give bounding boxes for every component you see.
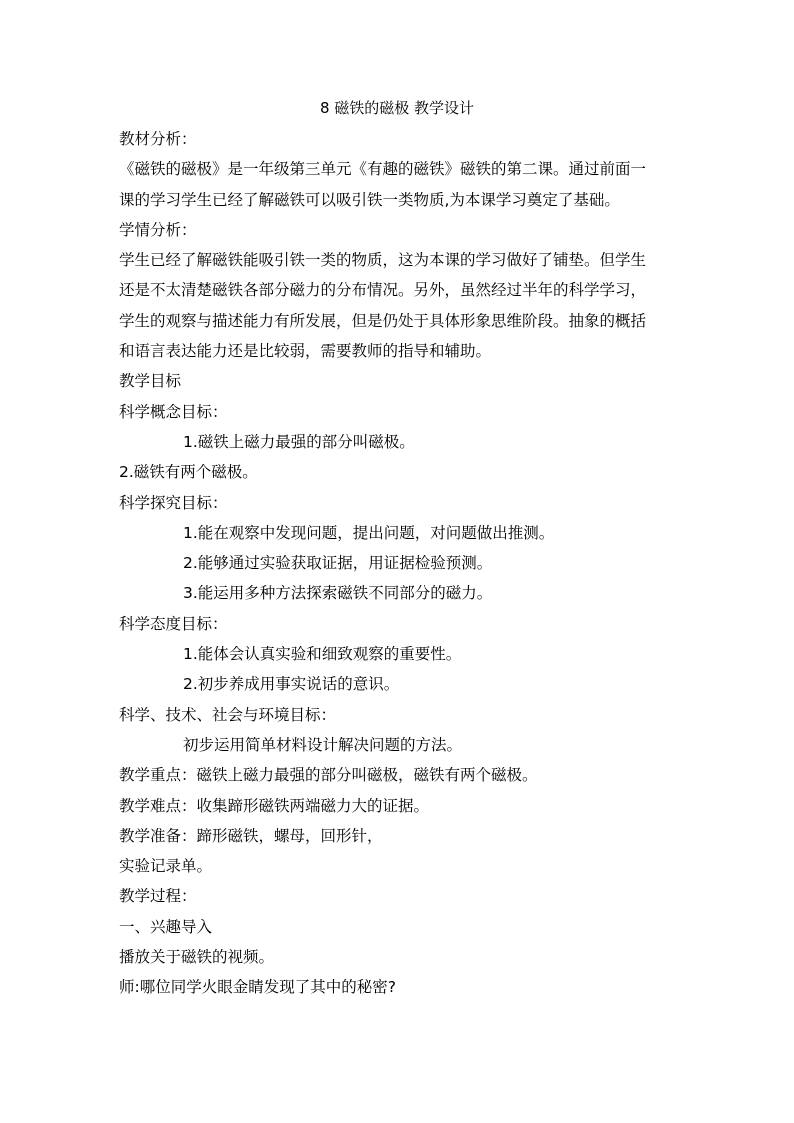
document-body (119, 124, 679, 1003)
text-line: 教学准备：蹄形磁铁，螺母，回形针， (119, 826, 383, 845)
text-line: 科学态度目标： (119, 614, 228, 633)
text-line: 1.磁铁上磁力最强的部分叫磁极。 (183, 432, 415, 451)
text-line: 2.初步养成用事实说话的意识。 (183, 675, 400, 694)
text-line: 师:哪位同学火眼金睛发现了其中的秘密? (119, 978, 396, 997)
text-line: 学生的观察与描述能力有所发展，但是仍处于具体形象思维阶段。抽象的概括 (119, 311, 647, 330)
document-title: 8 磁铁的磁极 教学设计 (319, 99, 475, 117)
text-line: 教学难点：收集蹄形磁铁两端磁力大的证据。 (119, 796, 430, 815)
text-line: 《磁铁的磁极》是一年级第三单元《有趣的磁铁》磁铁的第二课。通过前面一 (119, 160, 647, 179)
text-line: 1.能体会认真实验和细致观察的重要性。 (183, 645, 462, 664)
text-line: 学生已经了解磁铁能吸引铁一类的物质，这为本课的学习做好了铺垫。但学生 (119, 251, 647, 270)
text-line: 1.能在观察中发现问题，提出问题，对问题做出推测。 (183, 523, 555, 542)
text-line: 科学探究目标： (119, 493, 228, 512)
text-line: 实验记录单。 (119, 857, 213, 876)
text-line: 教材分析： (119, 130, 197, 148)
text-line: 学情分析： (119, 220, 197, 239)
text-line: 一、兴趣导入 (119, 917, 213, 936)
text-line: 教学目标 (119, 372, 182, 391)
text-line: 播放关于磁铁的视频。 (119, 948, 275, 967)
text-line: 科学概念目标： (119, 402, 228, 421)
text-line: 教学过程： (119, 887, 197, 906)
text-line: 2.磁铁有两个磁极。 (119, 463, 258, 482)
text-line: 课的学习学生已经了解磁铁可以吸引铁一类物质,为本课学习奠定了基础。 (119, 190, 620, 209)
text-line: 还是不太清楚磁铁各部分磁力的分布情况。另外，虽然经过半年的科学学习， (119, 281, 647, 300)
text-line: 初步运用简单材料设计解决问题的方法。 (183, 735, 463, 754)
text-line: 3.能运用多种方法探索磁铁不同部分的磁力。 (183, 584, 493, 603)
text-line: 科学、技术、社会与环境目标： (119, 705, 337, 724)
text-line: 2.能够通过实验获取证据，用证据检验预测。 (183, 554, 493, 573)
text-line: 和语言表达能力还是比较弱，需要教师的指导和辅助。 (119, 342, 492, 361)
text-line: 教学重点：磁铁上磁力最强的部分叫磁极，磁铁有两个磁极。 (119, 766, 538, 785)
